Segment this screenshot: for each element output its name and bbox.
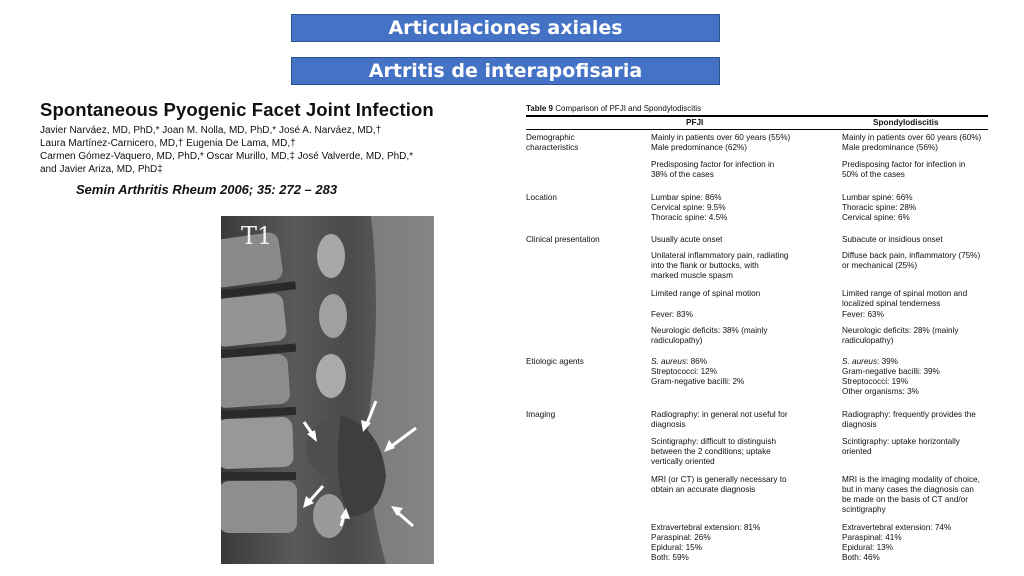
table-cell: Radiography: frequently provides the diagnosis (842, 410, 976, 429)
table-cell: Unilateral inflammatory pain, radiating into the flank or buttocks, with marked muscle spasm (651, 251, 789, 280)
table-cell: Fever: 83% (651, 310, 693, 319)
table-cell: Lumbar spine: 66% Thoracic spine: 28% Cervical spine: 6% (842, 193, 917, 222)
organism-name: S. aureus (651, 357, 687, 366)
mri-scan-graphic (221, 216, 434, 564)
slide-title: Articulaciones axiales (388, 17, 623, 39)
table-number: Table 9 (526, 104, 553, 113)
paper-authors (40, 124, 470, 176)
author-line: Javier Narváez, MD, PhD,* Joan M. Nolla, MD, PhD,* José A. Narváez, MD,† (40, 125, 382, 136)
column-header-pfji: PFJI (686, 118, 704, 127)
organism-values: : 86% Streptococci: 12% Gram-negative bacilli: 2% (651, 357, 745, 386)
table-cell: Scintigraphy: uptake horizontally oriented (842, 437, 960, 456)
row-category: Location (526, 193, 557, 202)
column-header-spondylodiscitis: Spondylodiscitis (873, 118, 939, 127)
author-line: Carmen Gómez-Vaquero, MD, PhD,* Oscar Murillo, MD,‡ José Valverde, MD, PhD,* (40, 151, 414, 162)
table-cell: Neurologic deficits: 28% (mainly radiculopathy) (842, 326, 959, 345)
table-cell: Extravertebral extension: 74% Paraspinal: 41% Epidural: 13% Both: 46% (842, 523, 952, 562)
table-cell: MRI (or CT) is generally necessary to obtain an accurate diagnosis (651, 475, 787, 494)
table-cell: Mainly in patients over 60 years (55%) Male predominance (62%) (651, 133, 791, 152)
paper-title: Spontaneous Pyogenic Facet Joint Infection (40, 99, 434, 120)
table-cell: Lumbar spine: 86% Cervical spine: 9.5% Thoracic spine: 4.5% (651, 193, 728, 222)
row-category: Imaging (526, 410, 556, 419)
citation: Semin Arthritis Rheum 2006; 35: 272 – 283 (76, 182, 338, 197)
table-cell: Limited range of spinal motion (651, 289, 761, 298)
table-caption-text: Comparison of PFJI and Spondylodiscitis (555, 104, 702, 113)
table-cell: Mainly in patients over 60 years (60%) Male predominance (56%) (842, 133, 982, 152)
table-rule (526, 115, 988, 117)
table-cell: Predisposing factor for infection in 50% of the cases (842, 160, 966, 179)
mri-image (221, 216, 434, 564)
table-cell: Scintigraphy: difficult to distinguish between the 2 conditions; uptake vertically oriented (651, 437, 777, 466)
table-cell: Fever: 63% (842, 310, 884, 319)
author-line: Laura Martínez-Carnicero, MD,† Eugenia De Lama, MD,† (40, 138, 296, 149)
table-cell: Diffuse back pain, inflammatory (75%) or mechanical (25%) (842, 251, 981, 270)
slide-subtitle-banner (291, 57, 720, 85)
table-cell: Subacute or insidious onset (842, 235, 943, 244)
table-cell (651, 357, 826, 387)
row-category: Clinical presentation (526, 235, 600, 244)
table-cell: Radiography: in general not useful for diagnosis (651, 410, 788, 429)
table-cell: Predisposing factor for infection in 38% of the cases (651, 160, 775, 179)
table-cell: Extravertebral extension: 81% Paraspinal: 26% Epidural: 15% Both: 59% (651, 523, 761, 562)
table-cell (842, 357, 988, 397)
table-cell: Limited range of spinal motion and localized spinal tenderness (842, 289, 968, 308)
table-cell: MRI is the imaging modality of choice, but in many cases the diagnosis can be made on the basis of CT and/or scintigraphy (842, 475, 980, 514)
row-category: Etiologic agents (526, 357, 584, 366)
organism-values: : 39% Gram-negative bacilli: 39% Streptococci: 19% Other organisms: 3% (842, 357, 940, 396)
organism-name: S. aureus (842, 357, 878, 366)
sequence-label: T1 (241, 222, 273, 250)
table-cell: Neurologic deficits: 38% (mainly radiculopathy) (651, 326, 768, 345)
slide-title-banner (291, 14, 720, 42)
slide-subtitle: Artritis de interapofisaria (368, 60, 643, 82)
author-line: and Javier Ariza, MD, PhD‡ (40, 164, 163, 175)
table-rule (526, 129, 988, 130)
row-category: Demographic characteristics (526, 133, 579, 152)
table-cell: Usually acute onset (651, 235, 723, 244)
table-caption (526, 104, 701, 114)
